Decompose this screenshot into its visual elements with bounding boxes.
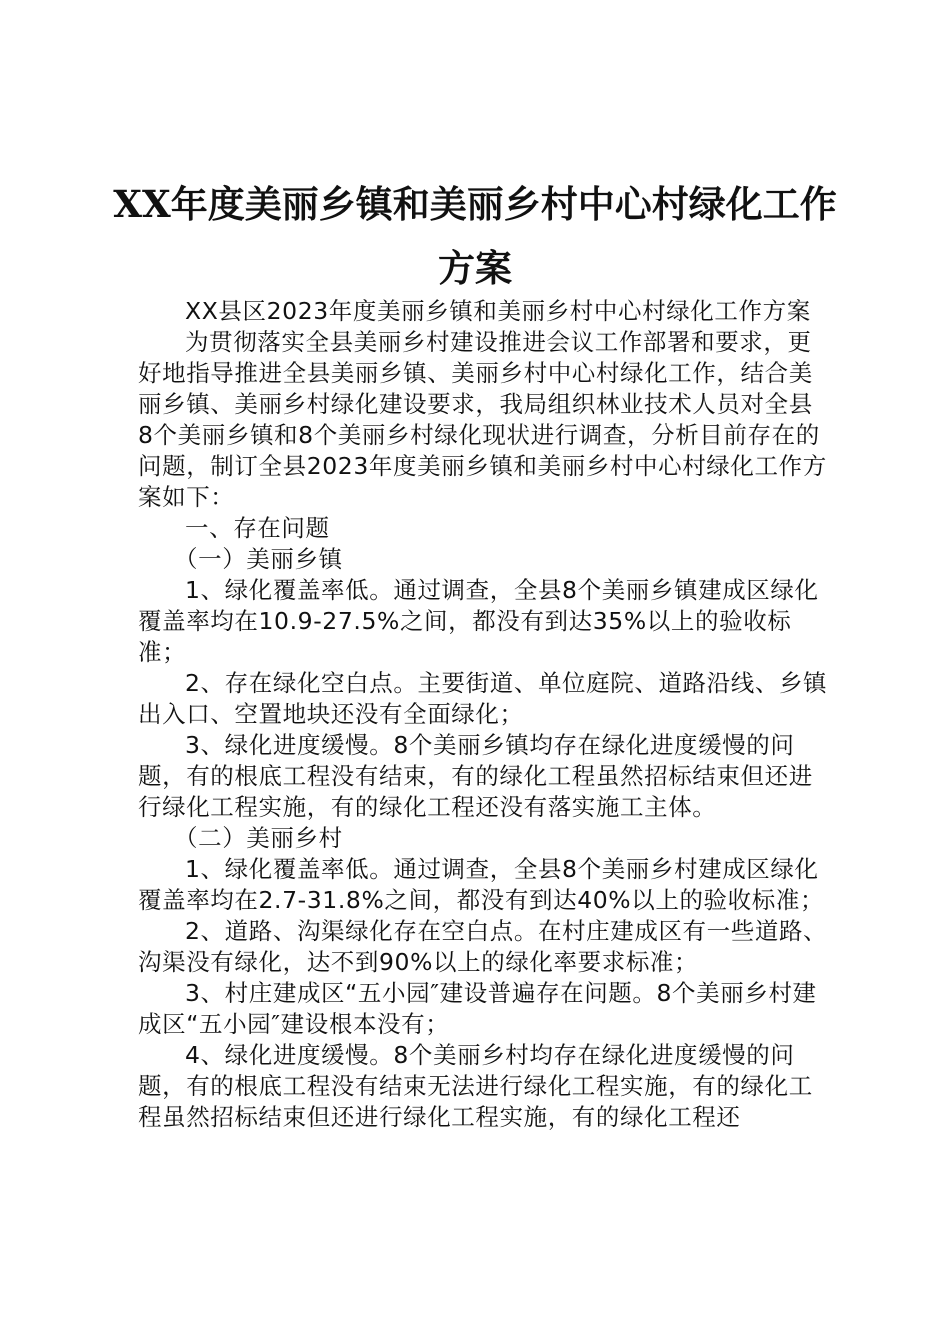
subsection-heading-villages: （二）美丽乡村 <box>174 824 343 852</box>
intro-paragraph: 为贯彻落实全县美丽乡村建设推进会议工作部署和要求，更好地指导推进全县美丽乡镇、美丽乡村中心村绿化工作，结合美丽乡镇、美丽乡村绿化建设要求，我局组织林业技术人员对全县8个美丽乡镇和8个美丽乡村绿化现状进行调查，分析目前存在的问题，制订全县2023年度美丽乡镇和美丽乡村中心村绿化工作方案如下： <box>138 328 827 511</box>
document-body <box>138 296 828 1133</box>
document-title <box>100 172 850 300</box>
subsection-heading-towns: （一）美丽乡镇 <box>174 545 343 573</box>
villages-item-1: 1、绿化覆盖率低。通过调查，全县8个美丽乡村建成区绿化覆盖率均在2.7-31.8%之间，都没有到达40%以上的验收标准； <box>138 855 825 914</box>
subtitle-paragraph: XX县区2023年度美丽乡镇和美丽乡村中心村绿化工作方案 <box>185 297 811 325</box>
villages-item-4: 4、绿化进度缓慢。8个美丽乡村均存在绿化进度缓慢的问题，有的根底工程没有结束无法进行绿化工程实施，有的绿化工程虽然招标结束但还进行绿化工程实施，有的绿化工程还 <box>138 1041 813 1131</box>
towns-item-2: 2、存在绿化空白点。主要街道、单位庭院、道路沿线、乡镇出入口、空置地块还没有全面绿化； <box>138 669 828 728</box>
title-line-1: XX年度美丽乡镇和美丽乡村中心村绿化工作 <box>113 182 837 226</box>
villages-item-3: 3、村庄建成区“五小园″建设普遍存在问题。8个美丽乡村建成区“五小园″建设根本没有； <box>138 979 817 1038</box>
title-line-2: 方案 <box>438 246 512 290</box>
towns-item-1: 1、绿化覆盖率低。通过调查，全县8个美丽乡镇建成区绿化覆盖率均在10.9-27.5%之间，都没有到达35%以上的验收标准； <box>138 576 819 666</box>
towns-item-3: 3、绿化进度缓慢。8个美丽乡镇均存在绿化进度缓慢的问题，有的根底工程没有结束，有的绿化工程虽然招标结束但还进行绿化工程实施，有的绿化工程还没有落实施工主体。 <box>138 731 813 821</box>
villages-item-2: 2、道路、沟渠绿化存在空白点。在村庄建成区有一些道路、沟渠没有绿化，达不到90%以上的绿化率要求标准； <box>138 917 828 976</box>
section-heading-problems: 一、存在问题 <box>185 514 330 542</box>
